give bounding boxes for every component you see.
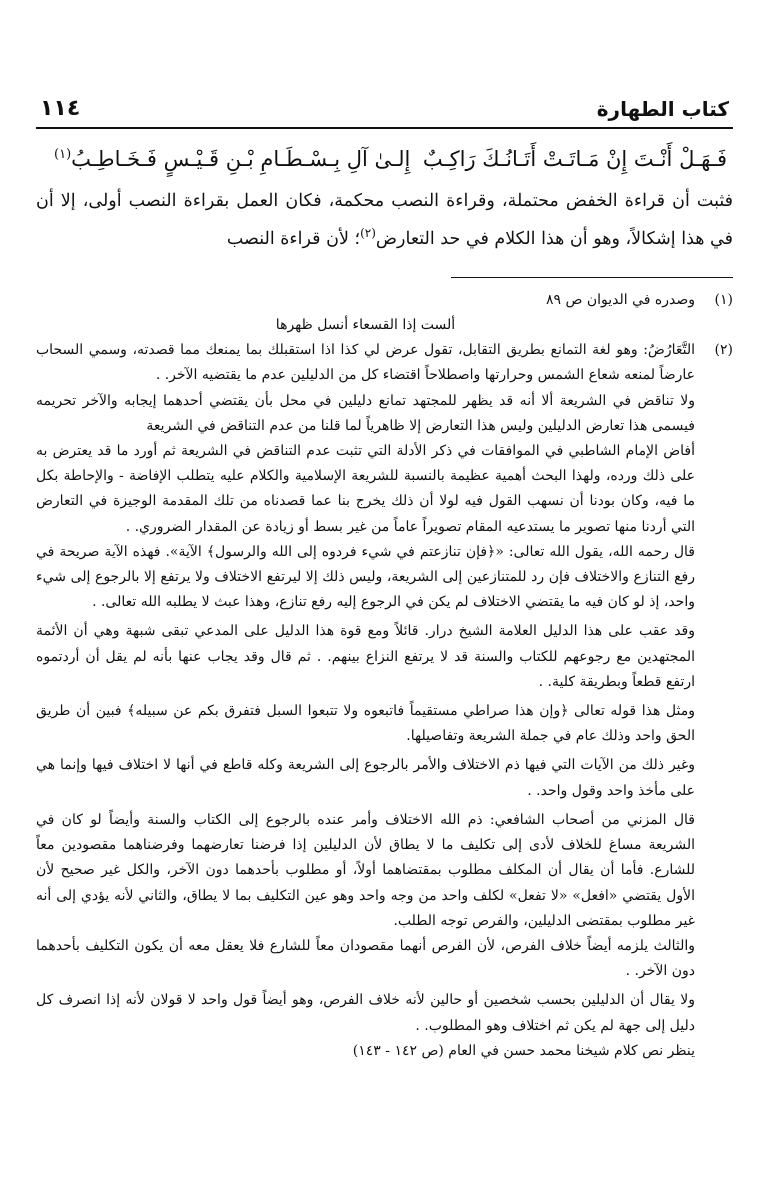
main-text (36, 185, 733, 255)
footnote-paragraph: ولا يقال أن الدليلين بحسب شخصين أو حالين لأنه خلاف الفرص، وهو أيضاً قول واحد لا قولان لأنه إذا انصرف كل دليل إلى جهة لم يكن ثم اختلاف وهو المطلوب. . (36, 992, 695, 1034)
footnote-paragraph: قال رحمه الله، يقول الله تعالى: «﴿فإن تنازعتم في شيء فردوه إلى الله والرسول﴾ الآية». فهذه الآية صريحة في رفع التنازع والاختلاف فإن رد للمتنازعين إلى الشريعة، وليس ذلك إلا ليرتفع الاختلاف ولا يرتفع إلا بالرجوع إلى شيء واحد، إذ لو كان فيه ما يقتضي الاختلاف لم يكن في الرجوع إليه رفع تنازع، وهذا عبث لا يطلبه الله تعالى. . (36, 543, 695, 611)
footnote-number: (٢) (714, 342, 733, 359)
footnote-verse: ألست إذا القسعاء أنسل ظهرها (275, 317, 456, 334)
page-header (36, 96, 733, 129)
footnote-paragraph: قال المزني من أصحاب الشافعي: ذم الله الاختلاف وأمر عنده بالرجوع إلى الكتاب والسنة وأيضاً لو كان في الشريعة مساغ للخلاف لأدى إلى تكليف ما لا يطاق لأن الدليلين إذا فرضنا تعارضهما وفرضناهما مقصودين معاً للشارع. فأما أن يقال أن المكلف مطلوب بمقتضاهما أولاً، أو مطلوب بأحدهما دون الآخر، والكل غير صحيح لأن الأول يقتضي «افعل» «لا تفعل» لكلف واحد من وجه واحد وهو عين التكليف بما لا يطاق، والثاني لأنه يؤدي إلى أنه غير مطلوب بمقتضى الدليلين، والفرص توجه الطلب. (36, 811, 695, 929)
main-paragraph (36, 185, 733, 255)
poetry-verse (36, 147, 733, 171)
footnote-paragraph: ولا تناقض في الشريعة ألا أنه قد يظهر للمجتهد تمانع دليلين في محل بأن يقتضي أحدهما إيجابه والآخر تحريمه فيسمى هذا تعارض الدليلين وليس هذا التعارض إلا ظاهرياً لما قلنا من عدم التناقض في الشريعة (36, 392, 695, 434)
footnote-body (36, 338, 695, 1064)
footnote-paragraph: وقد عقب على هذا الدليل العلامة الشيخ درار. قائلاً ومع قوة هذا الدليل على المدعي تبقى شبهة وهي أن الأئمة المجتهدين مع رجوعهم للكتاب والسنة قد لا يرتفع النزاع بينهم. . ثم قال وقد يجاب عنها بأنه لم يقل أن أردتموه ارتفع قطعاً وبطريقة كلية. . (36, 623, 695, 690)
running-title: كتاب الطهارة (596, 97, 729, 121)
footnote-paragraph: والثالث يلزمه أيضاً خلاف الفرص، لأن الفرص أنهما مقصودان معاً للشارع فلا يعقل معه أن يكون التكليف بأحدهما دون الآخر. . (36, 937, 695, 980)
footnote-paragraph: التَّعَارُضُ: وهو لغة التمانع بطريق التقابل، تقول عرض لي كذا اذا استقبلك بما يمنعك مما قصدته، وسمي السحاب عارضاً لمنعه شعاع الشمس وحرارتها واصطلاحاً اقتضاء كل من الدليلين عدم ما يقتضيه الآخر. . (36, 342, 695, 384)
footnote-reference: ينظر نص كلام شيخنا محمد حسن في العام (ص ١٤٢ - ١٤٣) (352, 1042, 695, 1059)
page-number: ١١٤ (40, 96, 81, 121)
verse-first-hemistich: فَـهَـلْ أَنْـتَ إِنْ مَـاتَـتْ أَتَـانُـكَ رَاكِـبٌ (422, 147, 727, 171)
footnote-marker-1: (١) (54, 147, 72, 162)
footnote-1 (36, 288, 733, 338)
footnote-paragraph: أفاض الإمام الشاطبي في الموافقات في ذكر الأدلة التي تثبت عدم التناقض في الشريعة ثم أورد ما قد يعترض به على ذلك ورده، ولهذا البحث أهمية عظيمة بالنسبة للشريعة الإسلامية والكلام عليه يتطلب الإفاضة - والإحاطة بكل ما فيه، وكان بودنا أن نسهب القول فيه لولا أن ذلك يخرج بنا عما قصدناه من تلك المقدمة الوجيزة في التعارض التي أردنا منها تصوير ما يستدعيه المقام تصويراً عاماً من غير بسط أو زيادة عن المقدار الضروري. . (36, 443, 695, 535)
main-paragraph-tail: ؛ لأن قراءة النصب (226, 228, 361, 249)
footnote-marker-2: (٢) (360, 226, 376, 240)
footnote-paragraph: وغير ذلك من الآيات التي فيها ذم الاختلاف والأمر بالرجوع إلى الشريعة وكله قاطع في أنها لا اختلاف فيها وإنما هي على مأخذ واحد وقول واحد. . (36, 757, 695, 799)
footnote-paragraph: ومثل هذا قوله تعالى ﴿وإن هذا صراطي مستقيماً فاتبعوه ولا تتبعوا السبل فتفرق بكم عن سبيله﴾ فبين أن طريق الحق واحد وذلك عام في جملة الشريعة وتفاصيلها. (36, 703, 695, 745)
footnote-number: (١) (714, 291, 733, 308)
footnotes (36, 288, 733, 1064)
footnote-2 (36, 338, 733, 1064)
verse-second-hemistich-text: إِلـىٰ آلِ بِـسْـطَـامِ بْـنِ قَـيْـسٍ فَـخَـاطِـبُ (71, 147, 411, 171)
main-paragraph-text: فثبت أن قراءة الخفض محتملة، وقراءة النصب محكمة، فكان العمل بقراءة النصب أولى، إلا أن في هذا إشكالاً، وهو أن هذا الكلام في حد التعارض (36, 191, 733, 249)
footnote-body (36, 288, 695, 338)
verse-second-hemistich (54, 147, 410, 171)
footnote-separator (451, 277, 733, 278)
footnote-text: وصدره في الديوان ص ٨٩ (545, 291, 695, 308)
